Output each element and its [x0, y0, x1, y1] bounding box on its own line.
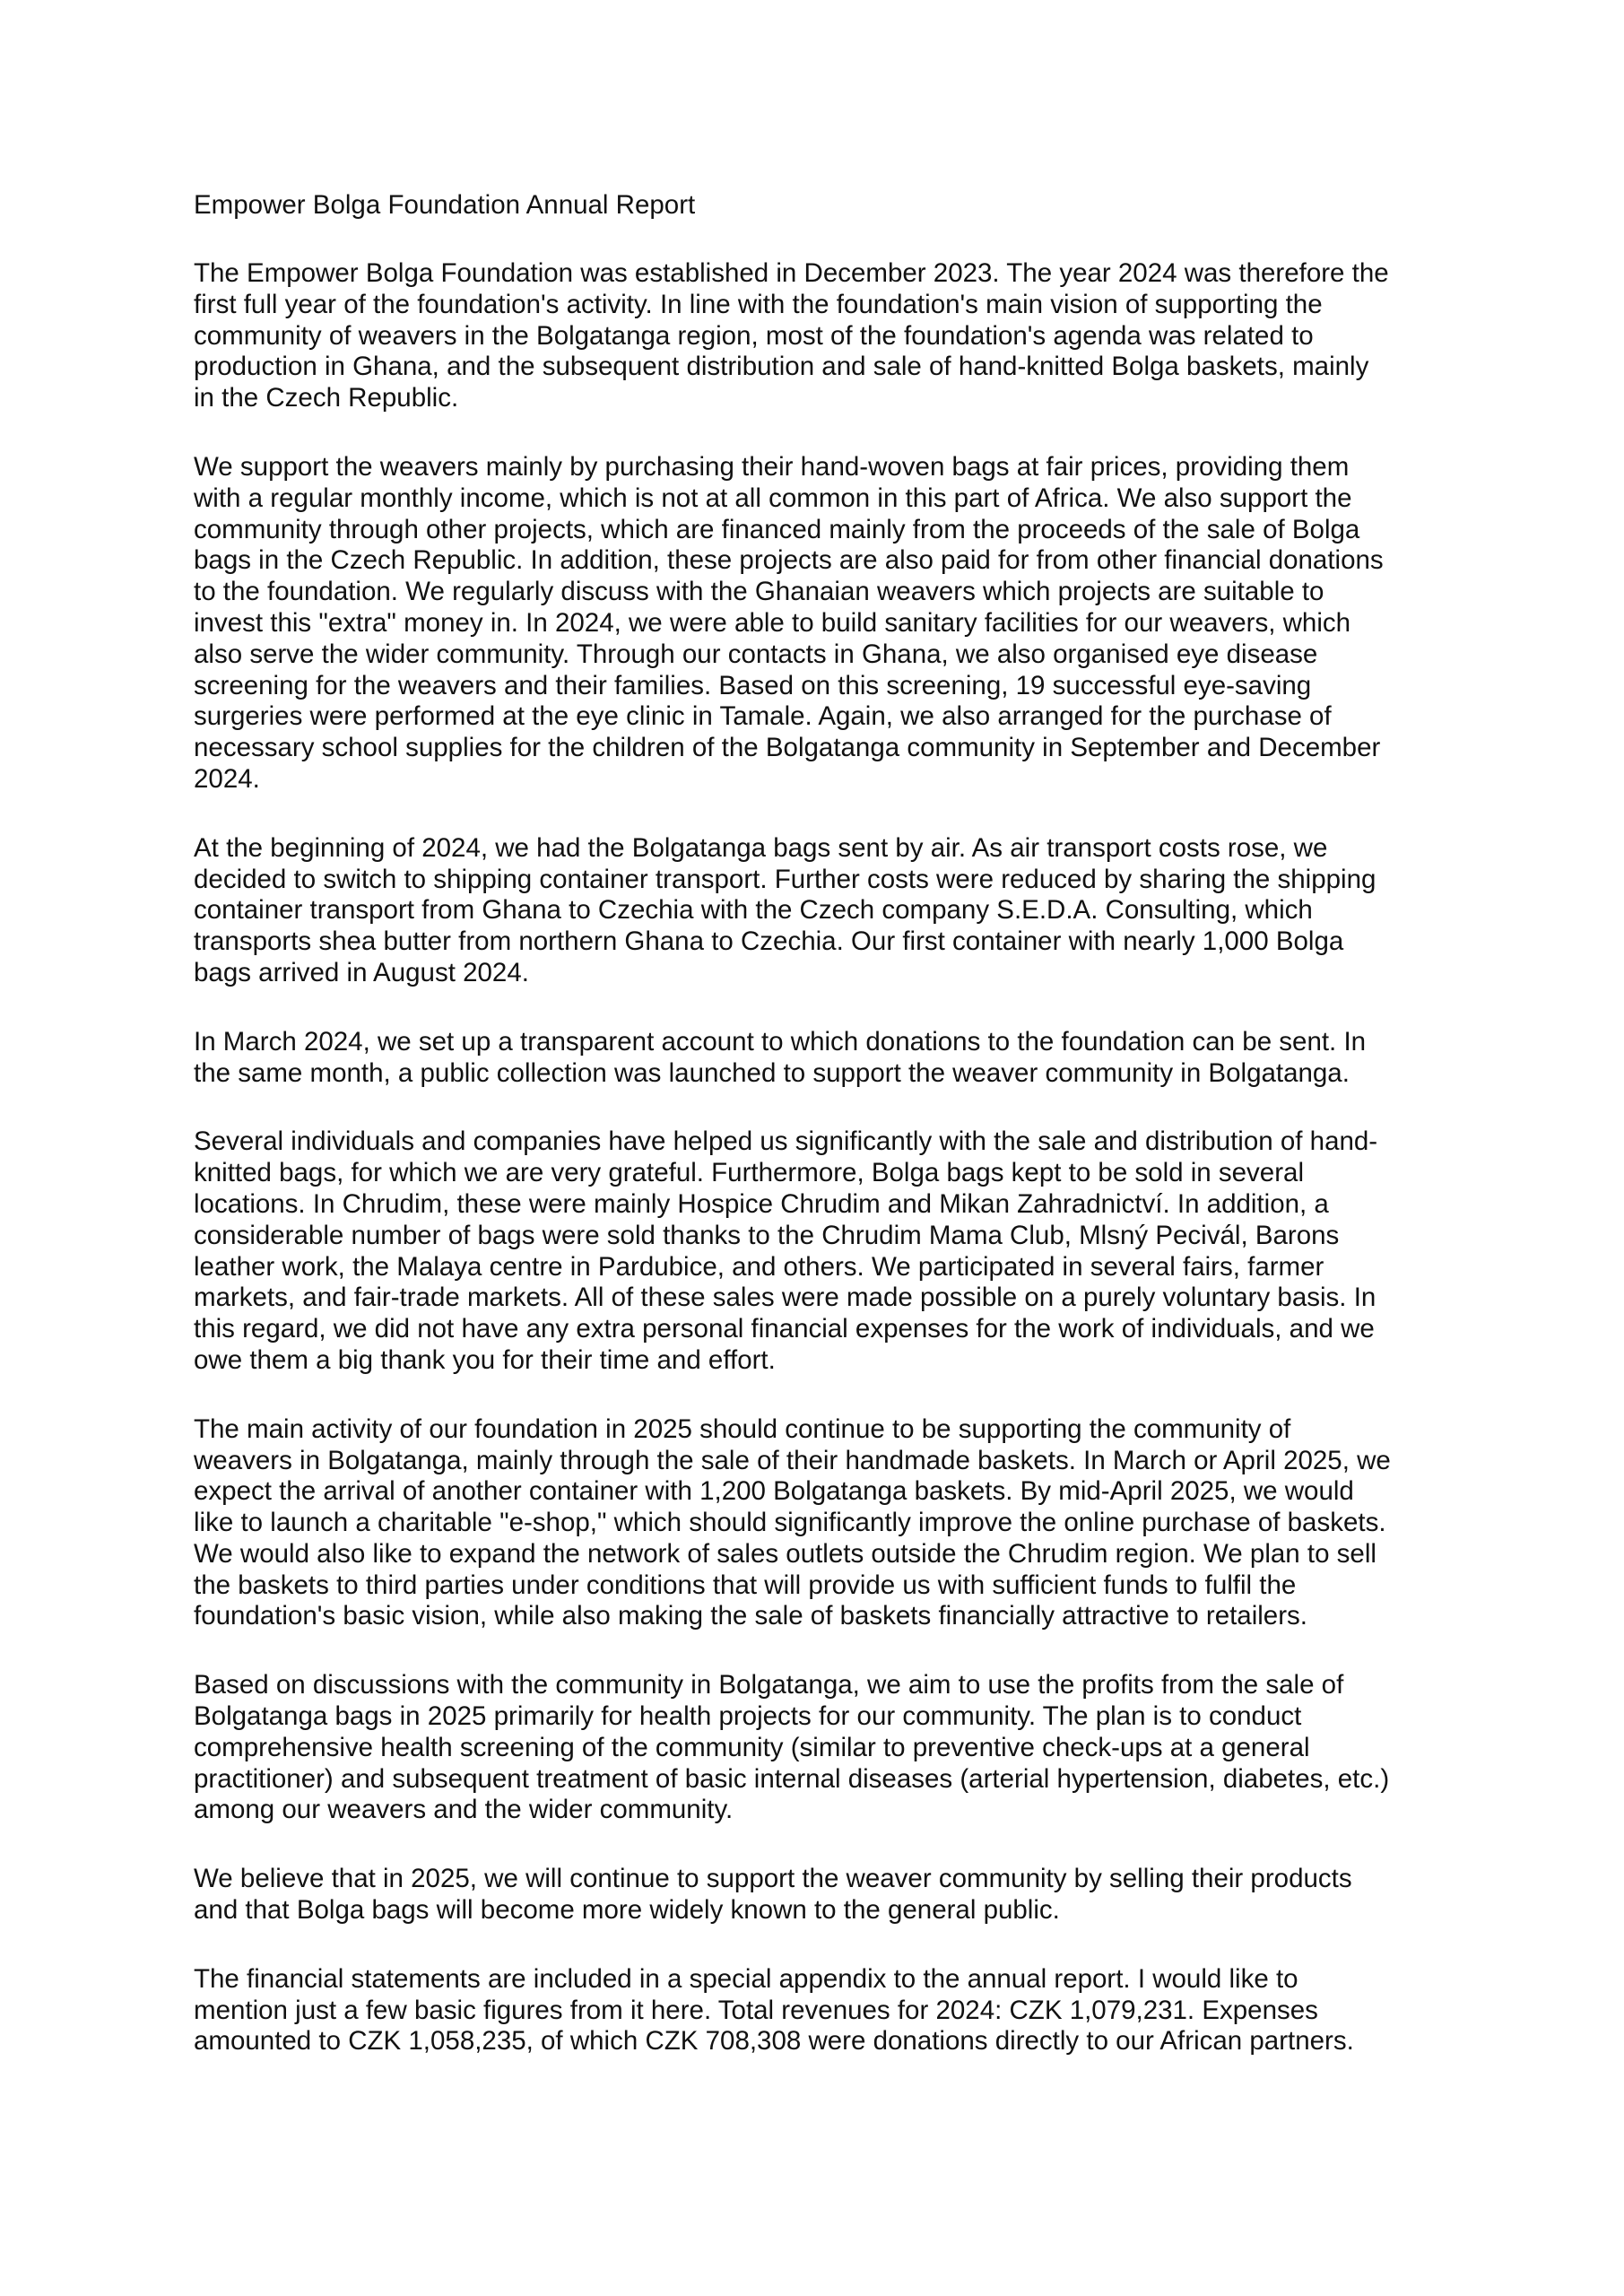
paragraph-health-projects — [194, 1670, 1449, 1826]
text-line: to the foundation. We regularly discuss with the Ghanaian weavers which projects are suitable to — [194, 577, 1324, 607]
text-line: In March 2024, we set up a transparent account to which donations to the foundation can be sent. In — [194, 1026, 1367, 1057]
text-line: community through other projects, which are financed mainly from the proceeds of the sale of Bolga — [194, 514, 1360, 544]
paragraph-weaver-support — [194, 452, 1449, 796]
text-line: necessary school supplies for the children of the Bolgatanga community in September and December — [194, 733, 1381, 763]
text-line: The financial statements are included in a special appendix to the annual report. I would like to — [194, 1963, 1298, 1994]
text-line: practitioner) and subsequent treatment of basic internal diseases (arterial hypertension, diabetes, etc.) — [194, 1763, 1390, 1794]
text-line: knitted bags, for which we are very grateful. Furthermore, Bolga bags kept to be sold in several — [194, 1158, 1304, 1188]
text-line: markets, and fair-trade markets. All of these sales were made possible on a purely voluntary basis. In — [194, 1283, 1376, 1313]
text-line: weavers in Bolgatanga, mainly through the sale of their handmade baskets. In March or April 2025, we — [194, 1445, 1391, 1475]
text-line: considerable number of bags were sold thanks to the Chrudim Mama Club, Mlsný Pecivál, Barons — [194, 1220, 1340, 1250]
document-title: Empower Bolga Foundation Annual Report — [194, 190, 696, 220]
text-line: the same month, a public collection was launched to support the weaver community in Bolgatanga. — [194, 1057, 1350, 1088]
text-line: foundation's basic vision, while also making the sale of baskets financially attractive to retailers. — [194, 1601, 1307, 1631]
text-line: first full year of the foundation's activity. In line with the foundation's main vision of supporting the — [194, 289, 1323, 319]
text-line: decided to switch to shipping container transport. Further costs were reduced by sharing the shipping — [194, 864, 1376, 894]
text-line: mention just a few basic figures from it here. Total revenues for 2024: CZK 1,079,231. Expenses — [194, 1995, 1318, 2025]
text-line: transports shea butter from northern Ghana to Czechia. Our first container with nearly 1,000 Bolga — [194, 926, 1344, 957]
text-line: bags in the Czech Republic. In addition, these projects are also paid for from other financial donations — [194, 545, 1384, 576]
text-line: locations. In Chrudim, these were mainly Hospice Chrudim and Mikan Zahradnictví. In addition, a — [194, 1188, 1329, 1219]
text-line: owe them a big thank you for their time and effort. — [194, 1344, 776, 1375]
text-line: leather work, the Malaya centre in Pardubice, and others. We participated in several fairs, farmer — [194, 1251, 1324, 1282]
text-line: 2024. — [194, 763, 260, 794]
text-line: expect the arrival of another container with 1,200 Bolgatanga baskets. By mid-April 2025, we would — [194, 1476, 1354, 1507]
paragraph-transparent-account — [194, 1027, 1449, 1090]
text-line: screening for the weavers and their families. Based on this screening, 19 successful eye-saving — [194, 670, 1312, 700]
text-line: comprehensive health screening of the community (similar to preventive check-ups at a general — [194, 1732, 1310, 1762]
text-line: At the beginning of 2024, we had the Bolgatanga bags sent by air. As air transport costs rose, we — [194, 832, 1328, 863]
text-line: Based on discussions with the community in Bolgatanga, we aim to use the profits from the sale of — [194, 1670, 1344, 1700]
text-line: Several individuals and companies have helped us significantly with the sale and distribution of hand- — [194, 1126, 1378, 1157]
text-line: with a regular monthly income, which is not at all common in this part of Africa. We also support the — [194, 483, 1352, 513]
text-line: this regard, we did not have any extra personal financial expenses for the work of individuals, and we — [194, 1314, 1375, 1344]
document-page — [194, 189, 1449, 2095]
text-line: The main activity of our foundation in 2025 should continue to be supporting the community of — [194, 1413, 1291, 1444]
text-line: production in Ghana, and the subsequent distribution and sale of hand-knitted Bolga baskets, mainly — [194, 352, 1369, 382]
text-line: community of weavers in the Bolgatanga region, most of the foundation's agenda was related to — [194, 320, 1314, 351]
text-line: We believe that in 2025, we will continue to support the weaver community by selling their products — [194, 1864, 1352, 1894]
text-line: also serve the wider community. Through our contacts in Ghana, we also organised eye disease — [194, 639, 1318, 669]
paragraph-transport — [194, 833, 1449, 989]
text-line: We support the weavers mainly by purchasing their hand-woven bags at fair prices, providing them — [194, 451, 1350, 482]
text-line: among our weavers and the wider community. — [194, 1795, 734, 1825]
paragraph-plans-2025 — [194, 1414, 1449, 1633]
text-line: like to launch a charitable "e-shop," which should significantly improve the online purchase of baskets. — [194, 1508, 1386, 1538]
text-line: bags arrived in August 2024. — [194, 957, 529, 987]
text-line: We would also like to expand the network of sales outlets outside the Chrudim region. We plan to sell — [194, 1538, 1376, 1569]
text-line: surgeries were performed at the eye clinic in Tamale. Again, we also arranged for the purchase of — [194, 701, 1332, 732]
text-line: The Empower Bolga Foundation was established in December 2023. The year 2024 was therefore the — [194, 258, 1389, 288]
text-line: invest this "extra" money in. In 2024, we were able to build sanitary facilities for our weavers, which — [194, 607, 1351, 638]
text-line: Bolgatanga bags in 2025 primarily for health projects for our community. The plan is to conduct — [194, 1701, 1302, 1732]
paragraph-sales-partners — [194, 1126, 1449, 1376]
paragraph-outlook — [194, 1864, 1449, 1926]
paragraph-financial-summary — [194, 1964, 1449, 2057]
paragraph-introduction — [194, 258, 1449, 414]
text-line: amounted to CZK 1,058,235, of which CZK 708,308 were donations directly to our African partners. — [194, 2026, 1354, 2057]
text-line: and that Bolga bags will become more widely known to the general public. — [194, 1895, 1060, 1926]
text-line: in the Czech Republic. — [194, 383, 459, 413]
text-line: the baskets to third parties under conditions that will provide us with sufficient funds to fulfil the — [194, 1570, 1297, 1600]
text-line: container transport from Ghana to Czechia with the Czech company S.E.D.A. Consulting, which — [194, 895, 1313, 926]
